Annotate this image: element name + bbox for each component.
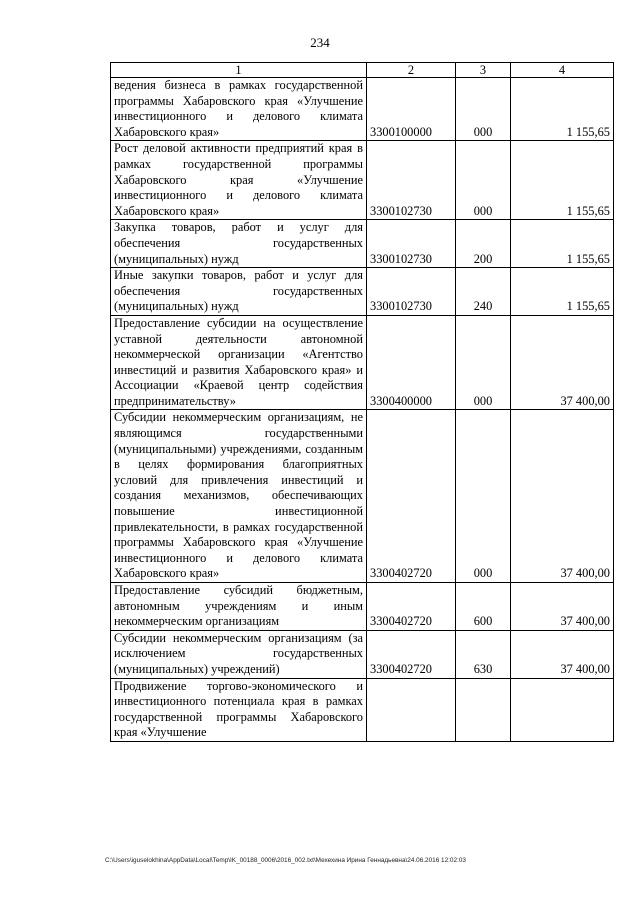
- row-expense-kind: 240: [456, 268, 511, 316]
- row-description: Субсидии некоммерческим организациям, не являющимся государственными (муниципальными) учреждениями, созданным в целях формирования благоприятных условий для привлечения инвестиций и создания механизмов, обеспечивающих повышение инвестиционной привлекательности, в рамках государственной программы Хабаровского края «Улучшение инвестиционного и делового климата Хабаровского края»: [111, 410, 367, 583]
- row-expense-kind: 000: [456, 315, 511, 410]
- table-row: [111, 583, 614, 631]
- row-target-code: 3300102730: [367, 220, 456, 268]
- row-amount: 1 155,65: [511, 220, 614, 268]
- table-row: [111, 141, 614, 220]
- row-target-code: 3300402720: [367, 583, 456, 631]
- table-header-row: [111, 63, 614, 78]
- budget-table: [110, 62, 614, 742]
- row-description: Предоставление субсидии на осуществление уставной деятельности автономной некоммерческой организации «Агентство инвестиций и развития Хабаровского края» и Ассоциации «Краевой центр содействия предпринимательству»: [111, 315, 367, 410]
- row-amount: 37 400,00: [511, 315, 614, 410]
- table-row: [111, 78, 614, 141]
- row-target-code: 3300102730: [367, 141, 456, 220]
- row-amount: 1 155,65: [511, 268, 614, 316]
- row-amount: 37 400,00: [511, 630, 614, 678]
- row-expense-kind: 630: [456, 630, 511, 678]
- table-row: [111, 678, 614, 741]
- row-description: Субсидии некоммерческим организациям (за исключением государственных (муниципальных) учреждений): [111, 630, 367, 678]
- table-row: [111, 268, 614, 316]
- row-description: Предоставление субсидий бюджетным, автономным учреждениям и иным некоммерческим организациям: [111, 583, 367, 631]
- row-amount: 37 400,00: [511, 410, 614, 583]
- row-expense-kind: 000: [456, 141, 511, 220]
- row-target-code: 3300102730: [367, 268, 456, 316]
- row-target-code: 3300400000: [367, 315, 456, 410]
- table-row: [111, 410, 614, 583]
- column-header-3: 3: [456, 63, 511, 78]
- row-description: Рост деловой активности предприятий края в рамках государственной программы Хабаровского края «Улучшение инвестиционного и делового климата Хабаровского края»: [111, 141, 367, 220]
- row-expense-kind: [456, 678, 511, 741]
- row-description: Закупка товаров, работ и услуг для обеспечения государственных (муниципальных) нужд: [111, 220, 367, 268]
- row-target-code: 3300402720: [367, 410, 456, 583]
- column-header-1: 1: [111, 63, 367, 78]
- row-description: ведения бизнеса в рамках государственной программы Хабаровского края «Улучшение инвестиционного и делового климата Хабаровского края»: [111, 78, 367, 141]
- row-expense-kind: 000: [456, 410, 511, 583]
- row-description: Продвижение торгово-экономического и инвестиционного потенциала края в рамках государственной программы Хабаровского края «Улучшение: [111, 678, 367, 741]
- file-path-footer: C:\Users\iguselokhina\AppData\Local\Temp\IK_00188_0006\2016_002.txt\Мехехина Ирина Геннадьевна\24.06.2016 12:02:03: [105, 857, 466, 864]
- row-expense-kind: 200: [456, 220, 511, 268]
- row-amount: 1 155,65: [511, 141, 614, 220]
- column-header-4: 4: [511, 63, 614, 78]
- row-target-code: 3300402720: [367, 630, 456, 678]
- row-amount: 37 400,00: [511, 583, 614, 631]
- row-amount: [511, 678, 614, 741]
- row-target-code: [367, 678, 456, 741]
- row-target-code: 3300100000: [367, 78, 456, 141]
- table-row: [111, 315, 614, 410]
- row-expense-kind: 000: [456, 78, 511, 141]
- row-expense-kind: 600: [456, 583, 511, 631]
- table-row: [111, 630, 614, 678]
- row-amount: 1 155,65: [511, 78, 614, 141]
- table-row: [111, 220, 614, 268]
- row-description: Иные закупки товаров, работ и услуг для обеспечения государственных (муниципальных) нужд: [111, 268, 367, 316]
- column-header-2: 2: [367, 63, 456, 78]
- page-number: 234: [310, 35, 330, 50]
